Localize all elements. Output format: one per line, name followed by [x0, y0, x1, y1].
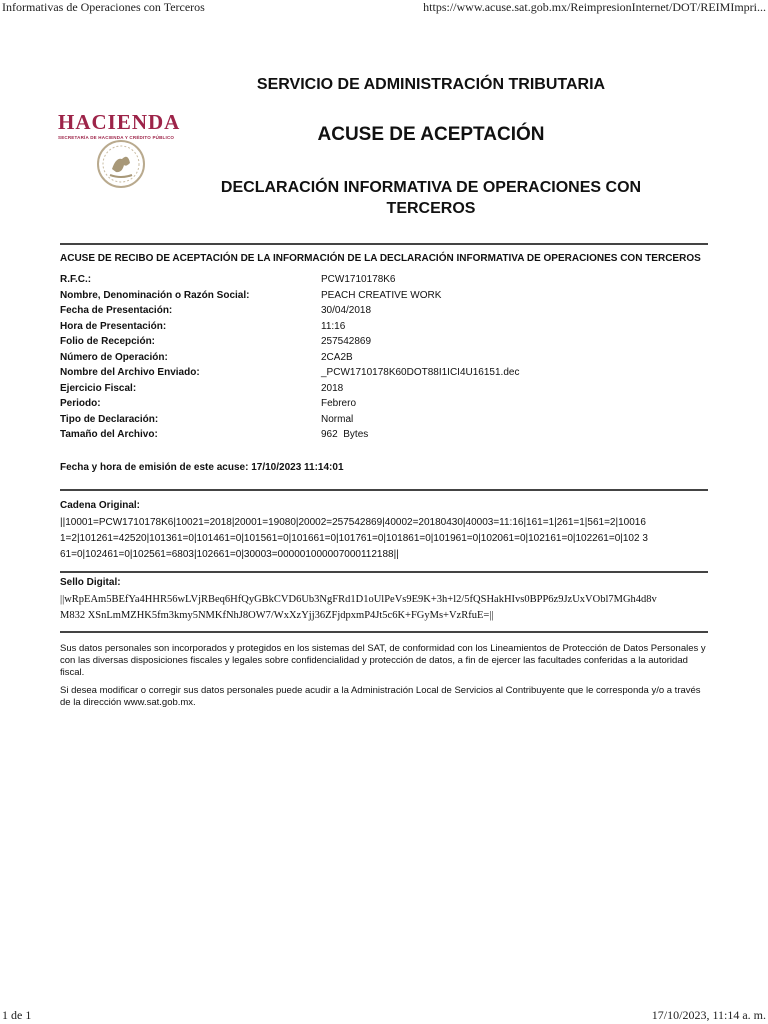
cadena-original-value: ||10001=PCW1710178K6|10021=2018|20001=19080|20002=257542869|40002=20180430|40003=11:16|161=1|261=1|561=2|10016 1=2|101261=42520|101361=0|101461=0|101561=0|101661=0|101761=0|101861=0|101961=0|102061=0|102161=0|102261=0|102 361=0|102461=0|102561=6803|102661=0|30003=000001000007000112188||: [60, 517, 648, 560]
field-value: Febrero: [321, 398, 357, 409]
field-value: 30/04/2018: [321, 305, 372, 316]
field-label: Fecha de Presentación:: [60, 305, 173, 316]
field-row-date: [60, 305, 708, 321]
receipt-section-title: ACUSE DE RECIBO DE ACEPTACIÓN DE LA INFORMACIÓN DE LA DECLARACIÓN INFORMATIVA DE OPERACIONES CON TERCEROS: [60, 253, 701, 264]
emission-value: 17/10/2023 11:14:01: [251, 462, 344, 473]
field-row-name: [60, 290, 708, 306]
field-value: PCW1710178K6: [321, 274, 396, 285]
divider: [60, 631, 708, 633]
field-row-rfc: [60, 274, 708, 290]
field-value: 2018: [321, 382, 344, 394]
field-label: Folio de Recepción:: [60, 336, 156, 347]
logo-wordmark: HACIENDA: [58, 110, 181, 134]
page-number: 1 de 1: [2, 1008, 32, 1022]
field-value: Normal: [321, 413, 354, 425]
divider: [60, 571, 708, 573]
national-seal-icon: [96, 139, 146, 189]
document-subtitle: DECLARACIÓN INFORMATIVA DE OPERACIONES CON TERCEROS: [220, 179, 642, 217]
sello-digital-label: Sello Digital:: [60, 577, 121, 588]
print-datetime: 17/10/2023, 11:14 a. m.: [651, 1008, 766, 1022]
privacy-paragraph-2: Si desea modificar o corregir sus datos personales puede acudir a la Administración Local de Servicios al Contribuyente que le corresponda y/o a través de la dirección www.sat.gob.mx.: [60, 685, 701, 708]
privacy-paragraph-1: Sus datos personales son incorporados y protegidos en los sistemas del SAT, de conformidad con los Lineamientos de Protección de Datos Personales y con las diversas disposiciones fiscales y legales sobre confidencialidad y protección de datos, a fin de ejercer las facultades conferidas a la autoridad fiscal.: [60, 643, 706, 678]
institution-heading: SERVICIO DE ADMINISTRACIÓN TRIBUTARIA: [256, 76, 606, 93]
field-row-filename: [60, 367, 708, 383]
field-row-declaration-type: [60, 414, 708, 430]
field-row-period: [60, 398, 708, 414]
divider: [60, 489, 708, 491]
print-footer: [0, 1008, 768, 1024]
emission-label: Fecha y hora de emisión de este acuse:: [60, 462, 249, 473]
sello-digital-value: ||wRpEAm5BEfYa4HHR56wLVjRBeq6HfQyGBkCVD6Ub3NgFRd1D1oUlPeVs9E9K+3h+l2/5fQSHakHIvs0BPP6z9JzUxVObl7MGh4d8vM832 XSnLmMZHK5fm3kmy5NMKfNhJ8OW7/WxXzYjj36ZFjdpxmP4Jt5c6K+FGyMs+VzRfuE=||: [60, 594, 657, 621]
cadena-original-label: Cadena Original:: [60, 500, 141, 511]
field-label: R.F.C.:: [60, 274, 92, 285]
print-header: [0, 0, 768, 16]
receipt-fields: [60, 274, 708, 445]
field-label: Tamaño del Archivo:: [60, 429, 158, 440]
document-title: ACUSE DE ACEPTACIÓN: [317, 124, 545, 145]
field-value: 257542869: [321, 336, 372, 347]
field-label: Hora de Presentación:: [60, 320, 167, 332]
field-row-folio: [60, 336, 708, 352]
emission-line: [60, 462, 344, 473]
field-label: Periodo:: [60, 398, 101, 409]
field-row-fiscal-year: [60, 383, 708, 399]
field-value: PEACH CREATIVE WORK: [321, 289, 442, 301]
field-label: Nombre del Archivo Enviado:: [60, 367, 200, 378]
field-value: 2CA2B: [321, 351, 353, 363]
field-label: Nombre, Denominación o Razón Social:: [60, 289, 250, 301]
field-row-time: [60, 321, 708, 337]
field-row-operation: [60, 352, 708, 368]
field-value: 962 Bytes: [321, 429, 369, 440]
field-row-file-size: [60, 429, 708, 445]
field-value: _PCW1710178K60DOT88I1ICI4U16151.dec: [321, 367, 520, 378]
field-label: Número de Operación:: [60, 351, 168, 363]
field-label: Ejercicio Fiscal:: [60, 382, 137, 394]
divider: [60, 243, 708, 245]
hacienda-logo: [58, 110, 188, 188]
logo-subtitle: SECRETARÍA DE HACIENDA Y CRÉDITO PÚBLICO: [58, 135, 175, 140]
field-label: Tipo de Declaración:: [60, 413, 159, 425]
print-page-title: Informativas de Operaciones con Terceros: [2, 0, 205, 14]
print-url: https://www.acuse.sat.gob.mx/ReimpresionInternet/DOT/REIMImpri...: [423, 0, 766, 14]
field-value: 11:16: [321, 320, 346, 332]
